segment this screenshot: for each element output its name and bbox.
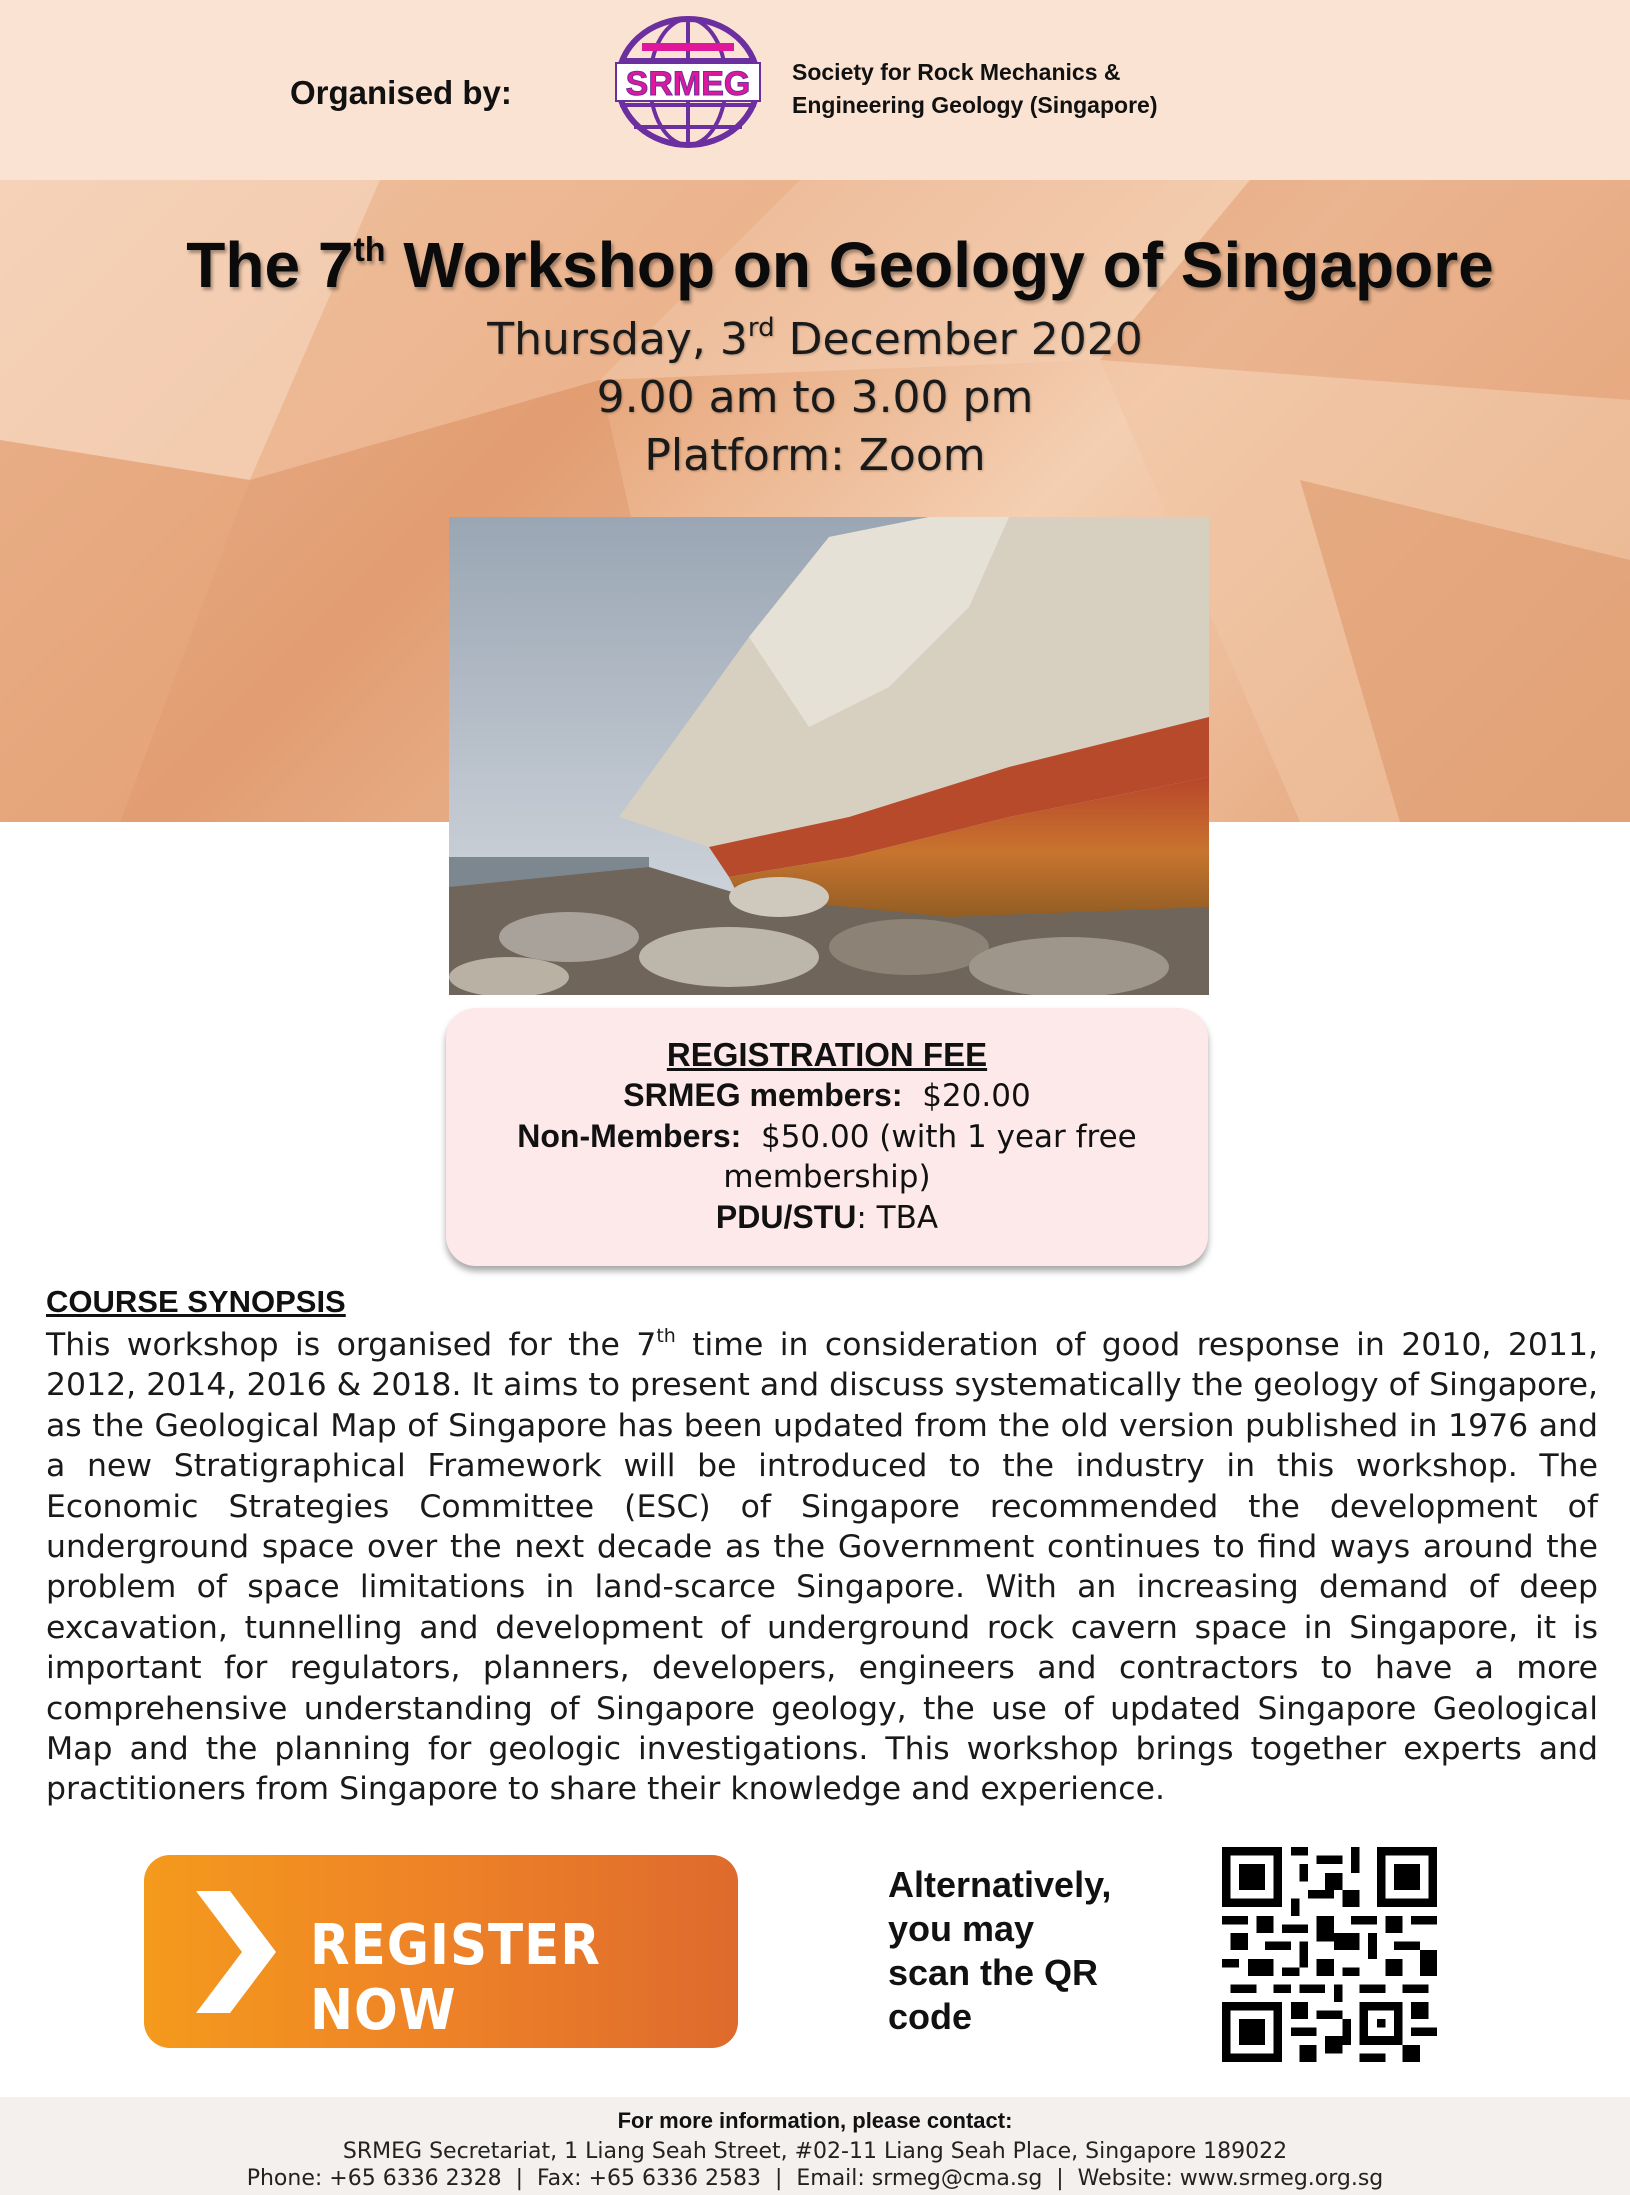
- event-time: 9.00 am to 3.00 pm: [596, 372, 1034, 423]
- event-title: [0, 228, 1630, 302]
- fee-nonmembers-value: $50.00 (with 1 year free: [760, 1119, 1137, 1155]
- qr-instruction-line-3: scan the QR: [888, 1952, 1099, 1993]
- society-line-2: Engineering Geology (Singapore): [792, 92, 1158, 118]
- chevron-right-icon: [196, 1891, 276, 2013]
- event-platform: Platform: Zoom: [644, 430, 986, 481]
- qr-instruction-line-2: you may: [888, 1908, 1035, 1949]
- registration-fee-box: [446, 1008, 1208, 1266]
- qr-instruction: [888, 1863, 1148, 2039]
- qr-code-icon[interactable]: [1222, 1847, 1437, 2062]
- title-suffix: Workshop on Geology of Singapore: [385, 229, 1494, 301]
- fee-pdu-label: PDU/STU: [715, 1199, 857, 1235]
- synopsis-text-rest: time in consideration of good response in 2010, 2011, 2012, 2014, 2016 & 2018. It aims to present and discuss systematically the geology of Singapore, as the Geological Map of Singapore has been updated from the old version published in 1976 and a new Stratigraphical Framework will be introduced to the industry in this workshop. The Economic Strategies Committee (ESC) of Singapore recommended the development of underground space over the next decade as the Government continues to find ways around the problem of space limitations in land-scarce Singapore. With an increasing demand of deep excavation, tunnelling and development of underground rock cavern space in Singapore, it is important for regulators, planners, developers, engineers and contractors to have a more comprehensive understanding of Singapore geology, the use of updated Singapore Geological Map and the planning for geologic investigations. This workshop brings together experts and practitioners from Singapore to share their knowledge and experience.: [46, 1327, 1598, 1808]
- fee-members-line: [446, 1075, 1208, 1116]
- synopsis-text-sup: th: [656, 1325, 676, 1347]
- rock-cliff-photo: [449, 517, 1209, 995]
- footer-heading: For more information, please contact:: [617, 2108, 1013, 2133]
- register-now-label: REGISTER NOW: [310, 1913, 601, 2043]
- fee-nonmembers-line: [446, 1116, 1208, 1157]
- fee-members-value: $20.00: [922, 1078, 1031, 1114]
- synopsis-heading: COURSE SYNOPSIS: [46, 1284, 346, 1319]
- fee-members-label: SRMEG members:: [623, 1077, 903, 1113]
- synopsis-text: [46, 1325, 1598, 1810]
- footer-address: SRMEG Secretariat, 1 Liang Seah Street, #02-11 Liang Seah Place, Singapore 189022: [342, 2139, 1288, 2164]
- event-date: [0, 314, 1630, 365]
- footer-contact[interactable]: Phone: +65 6336 2328 | Fax: +65 6336 2583 | Email: srmeg@cma.sg | Website: www.srmeg.org.sg: [246, 2166, 1384, 2191]
- qr-instruction-line-4: code: [888, 1996, 973, 2037]
- footer: [0, 2097, 1630, 2195]
- srmeg-logo: [612, 15, 764, 150]
- synopsis-text-start: This workshop is organised for the 7: [46, 1327, 657, 1363]
- qr-instruction-line-1: Alternatively,: [888, 1864, 1112, 1905]
- fee-heading: REGISTRATION FEE: [666, 1036, 988, 1073]
- title-prefix: The 7: [186, 229, 354, 301]
- date-prefix: Thursday, 3: [487, 314, 748, 365]
- title-sup: th: [353, 231, 386, 269]
- fee-pdu-line: [446, 1197, 1208, 1238]
- logo-text: SRMEG: [625, 65, 751, 103]
- fee-pdu-value: : TBA: [856, 1200, 939, 1236]
- register-now-button[interactable]: [144, 1855, 738, 2048]
- date-sup: rd: [747, 313, 775, 343]
- fee-nonmembers-label: Non-Members:: [517, 1118, 742, 1154]
- society-name: [792, 56, 1157, 122]
- fee-nonmembers-line-2: membership): [723, 1159, 931, 1195]
- society-line-1: Society for Rock Mechanics &: [792, 59, 1121, 85]
- organised-by-label: Organised by:: [290, 74, 512, 111]
- date-suffix: December 2020: [774, 314, 1143, 365]
